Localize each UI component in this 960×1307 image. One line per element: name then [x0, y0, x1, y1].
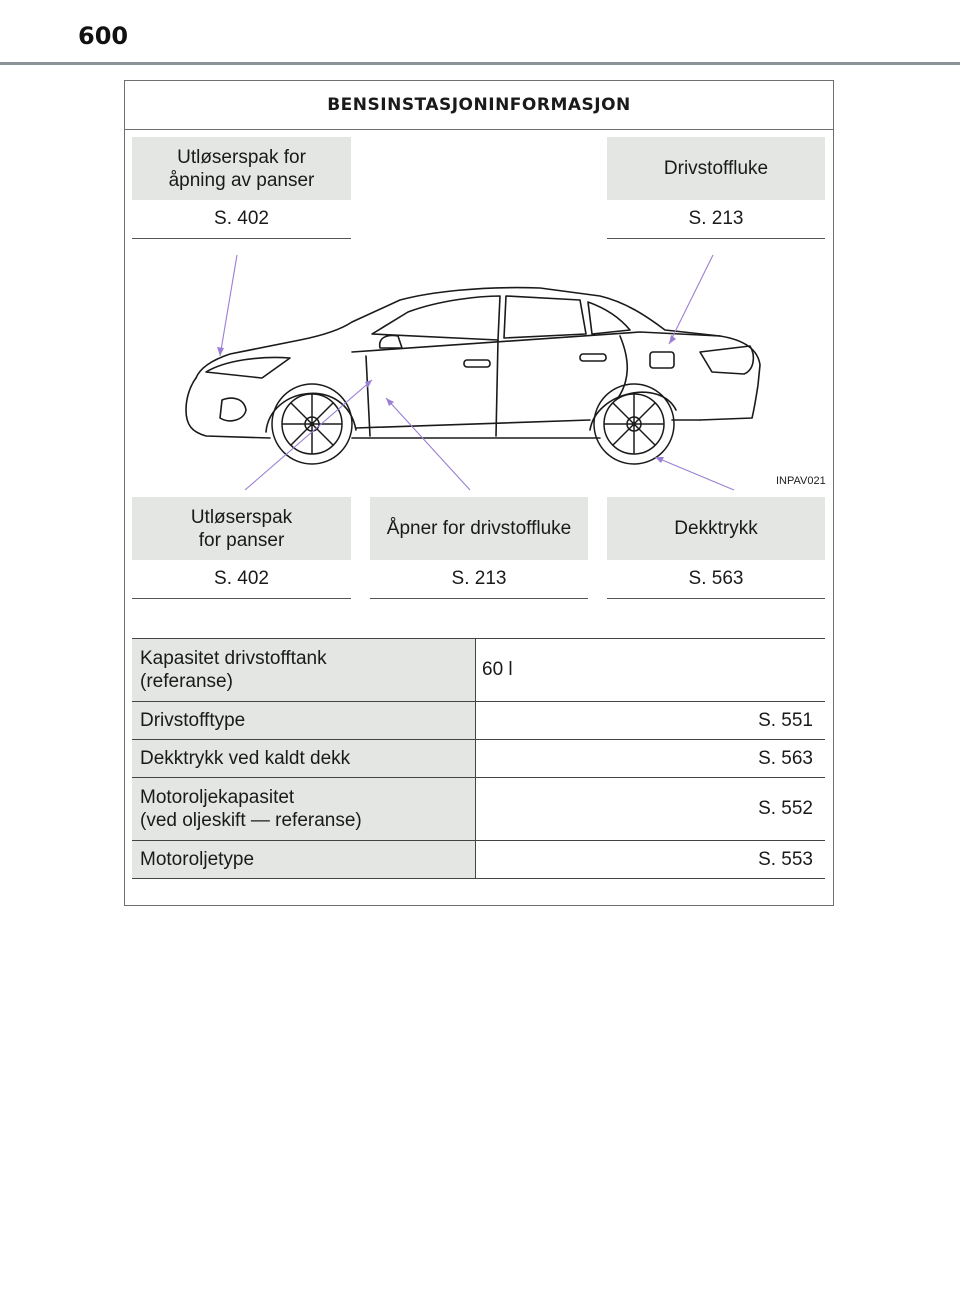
label-hood-release-lever: Utløserspak for panser: [132, 497, 351, 560]
rear-wheel: [594, 384, 674, 464]
spec-label-fuel-type: Drivstofftype: [132, 702, 476, 740]
ref-tire-pressure[interactable]: S. 563: [607, 559, 825, 599]
front-wheel: [272, 384, 352, 464]
ref-hood-release-lever-top[interactable]: S. 402: [132, 199, 351, 239]
spec-value-engine-oil-type[interactable]: S. 553: [476, 841, 826, 879]
spec-value-fuel-type[interactable]: S. 551: [476, 702, 826, 740]
spec-label-engine-oil-capacity: Motoroljekapasitet (ved oljeskift — referanse): [132, 778, 476, 841]
ref-fuel-door-opener[interactable]: S. 213: [370, 559, 588, 599]
spec-label-engine-oil-type: Motoroljetype: [132, 841, 476, 879]
page-number: 600: [78, 22, 129, 50]
table-row: [132, 639, 825, 702]
spec-value-cold-tire-pressure[interactable]: S. 563: [476, 740, 826, 778]
table-row: [132, 740, 825, 778]
spec-table: [132, 638, 825, 879]
illustration-code: INPAV021: [776, 475, 826, 487]
spec-label-fuel-tank-capacity: Kapasitet drivstofftank (referanse): [132, 639, 476, 702]
spec-value-engine-oil-capacity[interactable]: S. 552: [476, 778, 826, 841]
spec-value-fuel-tank-capacity: 60 l: [476, 639, 826, 702]
table-row: [132, 702, 825, 740]
panel-title: BENSINSTASJONINFORMASJON: [327, 95, 631, 115]
panel-title-bar: [125, 81, 833, 130]
ref-hood-release-lever[interactable]: S. 402: [132, 559, 351, 599]
label-fuel-door-opener: Åpner for drivstoffluke: [370, 497, 588, 560]
label-hood-release-lever-top: Utløserspak for åpning av panser: [132, 137, 351, 200]
table-row: [132, 778, 825, 841]
ref-fuel-door[interactable]: S. 213: [607, 199, 825, 239]
header-rule: [0, 62, 960, 65]
label-tire-pressure: Dekktrykk: [607, 497, 825, 560]
table-row: [132, 841, 825, 879]
label-fuel-door: Drivstoffluke: [607, 137, 825, 200]
spec-label-cold-tire-pressure: Dekktrykk ved kaldt dekk: [132, 740, 476, 778]
